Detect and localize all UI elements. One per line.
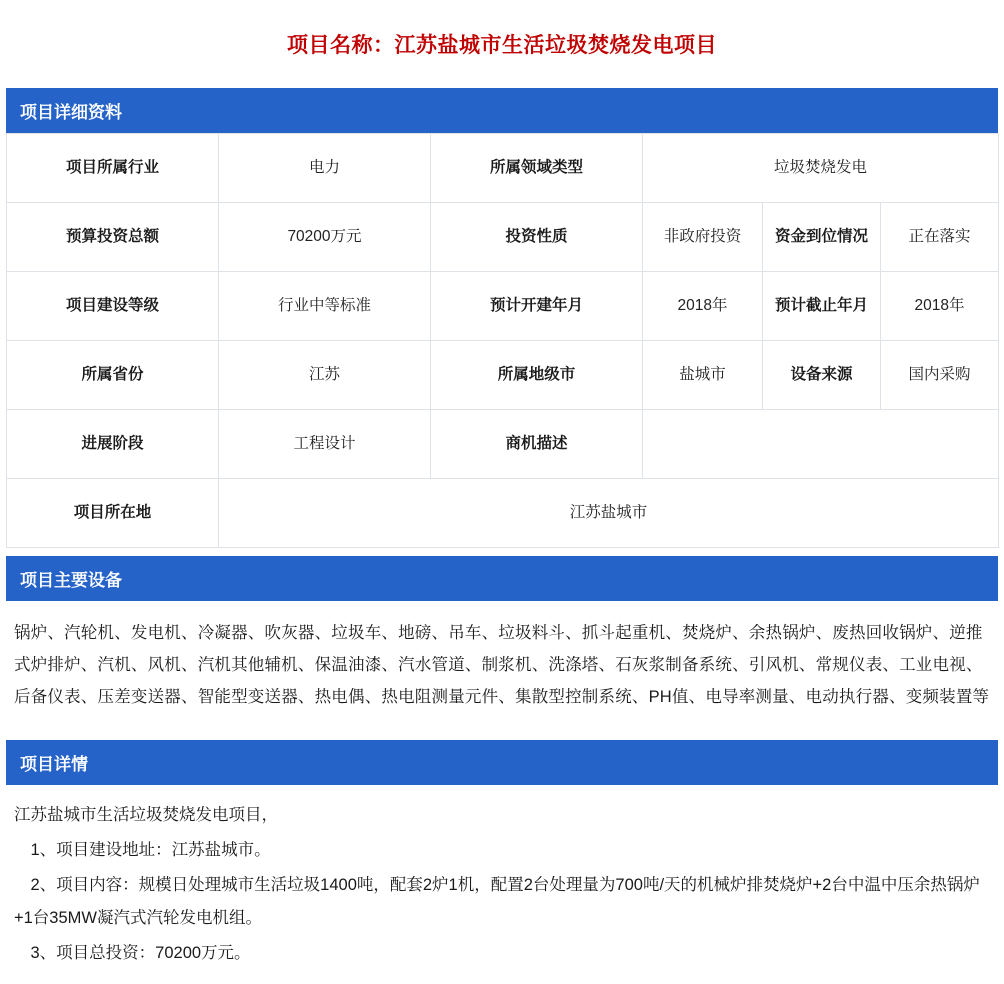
cell-label: 预计开建年月 <box>431 272 643 341</box>
details-text <box>6 785 998 982</box>
cell-label: 所属领域类型 <box>431 134 643 203</box>
cell-value <box>643 410 999 479</box>
details-line: 2、项目内容：规模日处理城市生活垃圾1400吨，配套2炉1机，配置2台处理量为700吨/天的机械炉排焚烧炉+2台中温中压余热锅炉+1台35MW凝汽式汽轮发电机组。 <box>14 875 980 927</box>
details-line: 江苏盐城市生活垃圾焚烧发电项目， <box>14 805 278 824</box>
section-header-equipment: 项目主要设备 <box>6 556 998 601</box>
table-row <box>7 341 999 410</box>
cell-label: 预算投资总额 <box>7 203 219 272</box>
table-row <box>7 134 999 203</box>
spacer <box>0 732 1004 740</box>
title-text <box>287 29 717 59</box>
cell-value: 2018年 <box>643 272 763 341</box>
page-title <box>0 0 1004 88</box>
cell-label: 项目所属行业 <box>7 134 219 203</box>
cell-value: 江苏 <box>219 341 431 410</box>
title-value: 江苏盐城市生活垃圾焚烧发电项目 <box>394 34 717 57</box>
table-row <box>7 272 999 341</box>
cell-value: 江苏盐城市 <box>219 479 999 548</box>
section-header-details: 项目详情 <box>6 740 998 785</box>
cell-label: 所属地级市 <box>431 341 643 410</box>
cell-label: 设备来源 <box>763 341 881 410</box>
cell-label: 资金到位情况 <box>763 203 881 272</box>
cell-value: 国内采购 <box>881 341 999 410</box>
cell-label: 项目建设等级 <box>7 272 219 341</box>
cell-label: 进展阶段 <box>7 410 219 479</box>
cell-label: 所属省份 <box>7 341 219 410</box>
table-row <box>7 203 999 272</box>
section-header-detail: 项目详细资料 <box>6 88 998 133</box>
cell-value: 盐城市 <box>643 341 763 410</box>
details-line: 3、项目总投资：70200万元。 <box>30 943 251 962</box>
cell-value: 行业中等标准 <box>219 272 431 341</box>
cell-value: 非政府投资 <box>643 203 763 272</box>
cell-value: 垃圾焚烧发电 <box>643 134 999 203</box>
cell-value: 2018年 <box>881 272 999 341</box>
cell-value: 70200万元 <box>219 203 431 272</box>
cell-value: 电力 <box>219 134 431 203</box>
title-label: 项目名称： <box>287 34 395 57</box>
detail-table-wrap <box>0 133 1004 548</box>
spacer <box>0 548 1004 556</box>
table-row <box>7 479 999 548</box>
table-row <box>7 410 999 479</box>
details-line: 1、项目建设地址：江苏盐城市。 <box>30 840 271 859</box>
cell-label: 投资性质 <box>431 203 643 272</box>
cell-value: 工程设计 <box>219 410 431 479</box>
cell-label: 预计截止年月 <box>763 272 881 341</box>
cell-value: 正在落实 <box>881 203 999 272</box>
detail-table <box>6 133 999 548</box>
equipment-text: 锅炉、汽轮机、发电机、冷凝器、吹灰器、垃圾车、地磅、吊车、垃圾料斗、抓斗起重机、焚烧炉、余热锅炉、废热回收锅炉、逆推式炉排炉、汽机、风机、汽机其他辅机、保温油漆、汽水管道、制浆机、洗涤塔、石灰浆制备系统、引风机、常规仪表、工业电视、后备仪表、压差变送器、智能型变送器、热电偶、热电阻测量元件、集散型控制系统、PH值、电导率测量、电动执行器、变频装置等 <box>14 624 990 707</box>
cell-label: 商机描述 <box>431 410 643 479</box>
cell-label: 项目所在地 <box>7 479 219 548</box>
